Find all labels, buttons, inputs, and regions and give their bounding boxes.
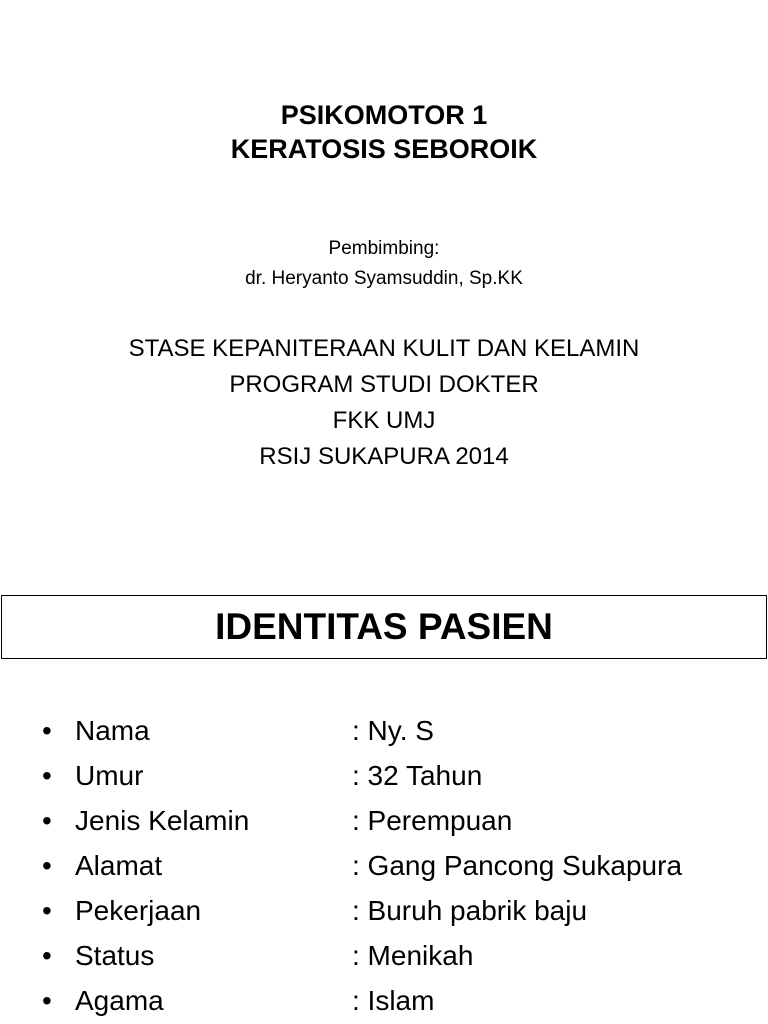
title-line-1: PSIKOMOTOR 1 xyxy=(280,100,488,130)
field-label: Status xyxy=(75,940,155,971)
program-line-3: FKK UMJ xyxy=(332,407,436,434)
field-label: Agama xyxy=(75,985,164,1016)
field-label: Umur xyxy=(75,760,144,791)
bullet-icon: • xyxy=(42,805,52,836)
bullet-icon: • xyxy=(42,715,52,746)
field-label: Jenis Kelamin xyxy=(75,805,250,836)
bullet-icon: • xyxy=(42,760,52,791)
bullet-icon: • xyxy=(42,985,52,1016)
cover-title xyxy=(0,98,768,166)
field-value: : Buruh pabrik baju xyxy=(352,895,588,926)
supervisor-label: Pembimbing: xyxy=(328,238,440,259)
field-value: : Gang Pancong Sukapura xyxy=(352,850,683,881)
field-label: Nama xyxy=(75,715,150,746)
list-item xyxy=(0,933,768,978)
program-line-4: RSIJ SUKAPURA 2014 xyxy=(259,443,509,470)
field-value: : Perempuan xyxy=(352,805,513,836)
list-item xyxy=(0,753,768,798)
list-item xyxy=(0,888,768,933)
field-value: : Menikah xyxy=(352,940,474,971)
list-item xyxy=(0,798,768,843)
bullet-icon: • xyxy=(42,895,52,926)
identity-list xyxy=(0,708,768,1023)
field-value: : Ny. S xyxy=(352,715,434,746)
field-value: : 32 Tahun xyxy=(352,760,483,791)
identity-heading: IDENTITAS PASIEN xyxy=(215,606,553,647)
program-line-2: PROGRAM STUDI DOKTER xyxy=(229,371,539,398)
list-item xyxy=(0,843,768,888)
bullet-icon: • xyxy=(42,940,52,971)
program-line-1: STASE KEPANITERAAN KULIT DAN KELAMIN xyxy=(128,335,640,362)
field-value: : Islam xyxy=(352,985,435,1016)
supervisor-name: dr. Heryanto Syamsuddin, Sp.KK xyxy=(245,268,523,289)
title-line-2: KERATOSIS SEBOROIK xyxy=(230,134,538,164)
list-item xyxy=(0,978,768,1023)
field-label: Alamat xyxy=(75,850,163,881)
list-item xyxy=(0,708,768,753)
program-block xyxy=(0,331,768,475)
identity-heading-box xyxy=(1,595,767,659)
field-label: Pekerjaan xyxy=(75,895,202,926)
supervisor-block xyxy=(0,234,768,294)
bullet-icon: • xyxy=(42,850,52,881)
